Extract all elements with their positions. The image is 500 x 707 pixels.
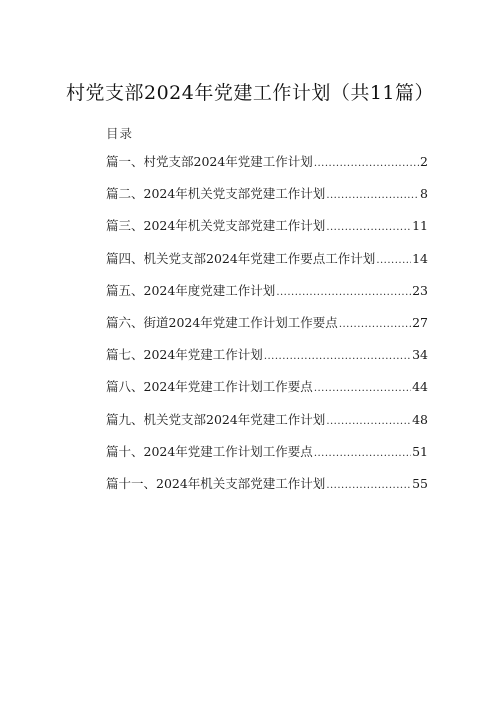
- toc-page-number: 2: [420, 154, 428, 169]
- dot-leader: [326, 416, 411, 427]
- toc-entry-text: 篇二、2024年机关党支部党建工作计划: [106, 186, 326, 202]
- toc-entry-8[interactable]: [106, 377, 428, 409]
- toc-entry-text: 篇八、2024年党建工作计划工作要点: [106, 379, 313, 395]
- toc-page-number: 11: [412, 218, 428, 234]
- dot-leader: [276, 287, 411, 298]
- toc-page-number: 55: [412, 475, 428, 491]
- toc-entry-2[interactable]: [106, 184, 428, 216]
- toc-page-number: 14: [412, 250, 428, 266]
- dot-leader: [376, 255, 411, 266]
- toc-entry-3[interactable]: [106, 216, 428, 248]
- toc-entry-text: 篇一、村党支部2024年党建工作计划: [106, 154, 313, 169]
- toc-entry-1[interactable]: [106, 152, 428, 184]
- toc-entry-text: 篇五、2024年度党建工作计划: [106, 282, 276, 298]
- toc-page-number: 34: [412, 347, 428, 363]
- toc-entry-text: 篇十、2024年党建工作计划工作要点: [106, 443, 313, 459]
- toc-entry-text: 篇七、2024年党建工作计划: [106, 347, 263, 363]
- dot-leader: [264, 351, 411, 362]
- dot-leader: [314, 158, 419, 169]
- toc-page-number: 44: [412, 379, 428, 395]
- toc-entry-10[interactable]: [106, 442, 428, 474]
- toc-page-number: 48: [412, 411, 428, 427]
- dot-leader: [314, 448, 411, 459]
- toc-page-number: 27: [412, 314, 428, 330]
- toc-entry-5[interactable]: [106, 281, 428, 313]
- dot-leader: [326, 190, 419, 201]
- toc-entry-4[interactable]: [106, 249, 428, 281]
- table-of-contents: [106, 152, 428, 506]
- document-title: 村党支部2024年党建工作计划（共11篇）: [65, 82, 435, 104]
- toc-entry-text: 篇十一、2024年机关支部党建工作计划: [106, 475, 326, 491]
- toc-entry-11[interactable]: [106, 474, 428, 506]
- toc-page-number: 23: [412, 282, 428, 298]
- toc-heading: 目录: [106, 126, 134, 141]
- toc-page-number: 51: [412, 443, 428, 459]
- toc-entry-text: 篇四、机关党支部2024年党建工作要点工作计划: [106, 250, 376, 266]
- toc-entry-text: 篇六、街道2024年党建工作计划工作要点: [106, 314, 338, 330]
- dot-leader: [339, 319, 411, 330]
- toc-page-number: 8: [420, 186, 428, 202]
- dot-leader: [326, 480, 411, 491]
- toc-entry-9[interactable]: [106, 410, 428, 442]
- toc-entry-6[interactable]: [106, 313, 428, 345]
- dot-leader: [314, 383, 411, 394]
- toc-entry-7[interactable]: [106, 345, 428, 377]
- toc-entry-text: 篇九、机关党支部2024年党建工作计划: [106, 411, 326, 427]
- toc-entry-text: 篇三、2024年机关党支部党建工作计划: [106, 218, 326, 234]
- dot-leader: [326, 222, 411, 233]
